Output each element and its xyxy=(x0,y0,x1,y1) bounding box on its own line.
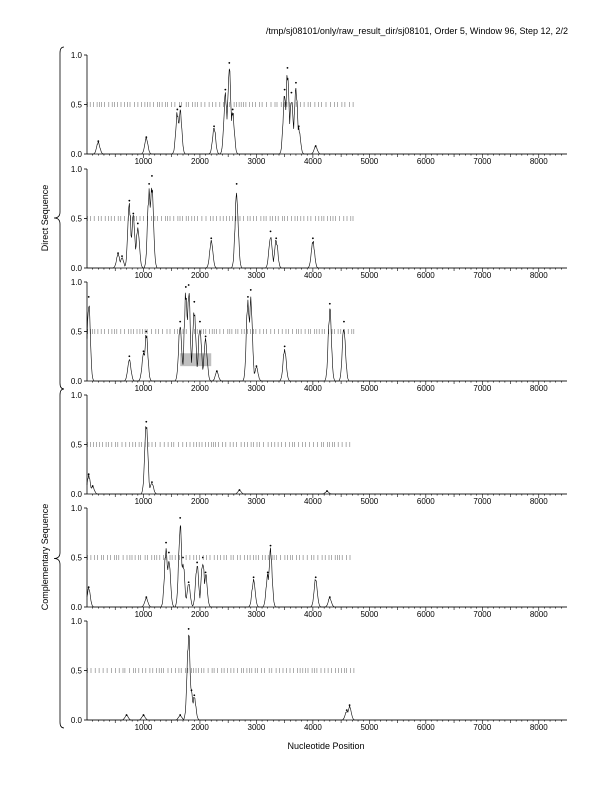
y-tick-label: 0.0 xyxy=(70,377,82,386)
x-tick-label: 4000 xyxy=(303,497,322,506)
peak-point xyxy=(213,125,215,127)
y-tick-label: 1.0 xyxy=(70,617,82,626)
peak-point xyxy=(97,140,99,142)
x-tick-label: 4000 xyxy=(303,271,322,280)
x-tick-label: 6000 xyxy=(416,384,435,393)
x-tick-label: 2000 xyxy=(191,384,209,393)
figure-header: /tmp/sj08101/only/raw_result_dir/sj08101, Order 5, Window 96, Step 12, 2/2 xyxy=(265,26,568,36)
peak-point xyxy=(88,473,90,475)
y-tick-label: 0.0 xyxy=(70,150,82,159)
x-tick-label: 4000 xyxy=(303,384,322,393)
peak-point xyxy=(145,331,147,333)
peak-point xyxy=(128,355,130,357)
peak-point xyxy=(179,321,181,323)
y-tick-label: 0.0 xyxy=(70,603,82,612)
x-tick-label: 8000 xyxy=(529,157,548,166)
peak-point xyxy=(196,562,198,564)
x-tick-label: 8000 xyxy=(529,610,548,619)
peak-point xyxy=(298,125,300,127)
group-label-complementary: Complementary Sequence xyxy=(40,503,50,611)
peak-point xyxy=(126,714,128,716)
group-brackets xyxy=(54,47,64,728)
peak-point xyxy=(210,237,212,239)
y-tick-label: 1.0 xyxy=(70,504,82,513)
x-tick-label: 7000 xyxy=(473,271,492,280)
y-tick-label: 0.5 xyxy=(70,214,82,224)
peak-point xyxy=(329,596,331,598)
peak-point xyxy=(117,252,119,254)
x-tick-label: 7000 xyxy=(473,497,492,506)
y-tick-label: 1.0 xyxy=(70,391,82,400)
marker-line xyxy=(88,102,354,107)
x-tick-label: 1000 xyxy=(134,497,153,506)
peak-point xyxy=(176,109,178,111)
x-tick-label: 5000 xyxy=(360,157,379,166)
peak-point xyxy=(193,301,195,303)
peak-point xyxy=(199,321,201,323)
y-tick-label: 0.5 xyxy=(70,440,82,450)
x-tick-label: 1000 xyxy=(134,271,153,280)
x-tick-label: 4000 xyxy=(303,723,322,732)
peak-point xyxy=(92,485,94,487)
peak-point xyxy=(239,489,241,491)
peak-point xyxy=(145,136,147,138)
marker-line xyxy=(88,668,354,673)
peak-point xyxy=(205,336,207,338)
peak-point xyxy=(343,321,345,323)
x-tick-label: 5000 xyxy=(360,497,379,506)
y-tick-label: 0.0 xyxy=(70,490,82,499)
panel-4 xyxy=(71,391,567,506)
peak-point xyxy=(151,175,153,177)
peak-point xyxy=(256,365,258,367)
peak-point xyxy=(165,542,167,544)
peak-point xyxy=(128,200,130,202)
x-tick-label: 3000 xyxy=(247,157,266,166)
peak-point xyxy=(232,109,234,111)
y-tick-label: 0.5 xyxy=(70,553,82,563)
peak-point xyxy=(349,704,351,706)
x-tick-label: 7000 xyxy=(473,723,492,732)
peak-point xyxy=(193,694,195,696)
peak-point xyxy=(315,145,317,147)
y-tick-label: 0.0 xyxy=(70,264,82,273)
signal-line xyxy=(87,635,567,720)
bracket-complementary xyxy=(54,389,64,728)
peak-point xyxy=(346,709,348,711)
group-label-direct: Direct Sequence xyxy=(40,184,50,252)
peak-point xyxy=(295,82,297,84)
x-tick-label: 6000 xyxy=(416,723,435,732)
peak-point xyxy=(253,576,255,578)
peak-point xyxy=(188,284,190,286)
x-tick-label: 5000 xyxy=(360,610,379,619)
peak-point xyxy=(168,552,170,554)
marker-line xyxy=(88,442,350,447)
peak-point xyxy=(228,62,230,64)
peak-point xyxy=(287,67,289,69)
peak-point xyxy=(145,421,147,423)
x-tick-label: 8000 xyxy=(529,384,548,393)
highlight-region xyxy=(180,353,211,366)
y-tick-label: 1.0 xyxy=(70,278,82,287)
peak-point xyxy=(179,517,181,519)
x-tick-label: 3000 xyxy=(247,723,266,732)
x-tick-label: 6000 xyxy=(416,157,435,166)
y-tick-label: 1.0 xyxy=(70,165,82,174)
x-tick-label: 8000 xyxy=(529,497,548,506)
peak-point xyxy=(312,237,314,239)
x-tick-label: 6000 xyxy=(416,271,435,280)
peak-point xyxy=(315,576,317,578)
peak-point xyxy=(250,289,252,291)
panel-3 xyxy=(71,278,567,393)
x-tick-label: 2000 xyxy=(191,157,209,166)
x-tick-label: 7000 xyxy=(473,157,492,166)
peak-point xyxy=(88,586,90,588)
y-tick-label: 0.5 xyxy=(70,100,82,110)
x-tick-label: 2000 xyxy=(191,723,209,732)
x-tick-label: 6000 xyxy=(416,610,435,619)
signal-line xyxy=(87,426,567,494)
peak-point xyxy=(326,490,328,492)
peak-point xyxy=(275,237,277,239)
peak-point xyxy=(182,557,184,559)
x-tick-label: 3000 xyxy=(247,271,266,280)
marker-line xyxy=(88,555,350,560)
peak-point xyxy=(247,296,249,298)
bracket-direct xyxy=(54,47,64,389)
x-tick-label: 7000 xyxy=(473,610,492,619)
signal-line xyxy=(87,293,567,381)
marker-line xyxy=(88,329,354,334)
peak-point xyxy=(267,571,269,573)
peak-point xyxy=(185,286,187,288)
peak-point xyxy=(236,183,238,185)
panel-2 xyxy=(71,165,567,280)
y-tick-label: 0.5 xyxy=(70,327,82,337)
peak-point xyxy=(88,296,90,298)
peak-point xyxy=(143,714,145,716)
x-tick-label: 8000 xyxy=(529,723,548,732)
y-tick-label: 0.0 xyxy=(70,716,82,725)
x-tick-label: 7000 xyxy=(473,384,492,393)
peak-point xyxy=(224,89,226,91)
peak-point xyxy=(148,183,150,185)
x-tick-label: 4000 xyxy=(303,157,322,166)
x-tick-label: 3000 xyxy=(247,497,266,506)
peak-point xyxy=(145,596,147,598)
signal-line xyxy=(87,526,567,607)
peak-point xyxy=(121,255,123,257)
x-tick-label: 1000 xyxy=(134,610,153,619)
y-tick-label: 0.5 xyxy=(70,666,82,676)
x-tick-label: 5000 xyxy=(360,384,379,393)
peak-point xyxy=(143,350,145,352)
peak-point xyxy=(188,581,190,583)
chart-panels xyxy=(71,51,567,732)
peak-point xyxy=(270,545,272,547)
marker-line xyxy=(88,216,353,221)
peak-point xyxy=(284,89,286,91)
x-tick-label: 1000 xyxy=(134,384,153,393)
peak-point xyxy=(132,213,134,215)
x-tick-label: 3000 xyxy=(247,384,266,393)
peak-point xyxy=(202,557,204,559)
x-tick-label: 2000 xyxy=(191,271,209,280)
x-tick-label: 2000 xyxy=(191,610,209,619)
x-tick-label: 8000 xyxy=(529,271,548,280)
panel-6 xyxy=(71,617,567,732)
x-axis-label: Nucleotide Position xyxy=(287,741,365,751)
x-tick-label: 5000 xyxy=(360,271,379,280)
panel-1 xyxy=(71,51,567,166)
peak-point xyxy=(329,303,331,305)
x-tick-label: 2000 xyxy=(191,497,209,506)
x-tick-label: 1000 xyxy=(134,723,153,732)
peak-point xyxy=(284,345,286,347)
x-tick-label: 5000 xyxy=(360,723,379,732)
peak-point xyxy=(151,481,153,483)
peak-point xyxy=(291,92,293,94)
y-tick-label: 1.0 xyxy=(70,51,82,60)
x-tick-label: 6000 xyxy=(416,497,435,506)
panel-5 xyxy=(71,504,567,619)
peak-point xyxy=(179,714,181,716)
peak-point xyxy=(216,370,218,372)
x-tick-label: 3000 xyxy=(247,610,266,619)
signal-line xyxy=(87,188,567,268)
peak-point xyxy=(205,571,207,573)
peak-point xyxy=(137,223,139,225)
x-tick-label: 1000 xyxy=(134,157,153,166)
peak-point xyxy=(191,689,193,691)
peak-point xyxy=(270,230,272,232)
peak-point xyxy=(188,628,190,630)
peak-point xyxy=(179,106,181,108)
signal-line xyxy=(87,69,567,154)
x-tick-label: 4000 xyxy=(303,610,322,619)
